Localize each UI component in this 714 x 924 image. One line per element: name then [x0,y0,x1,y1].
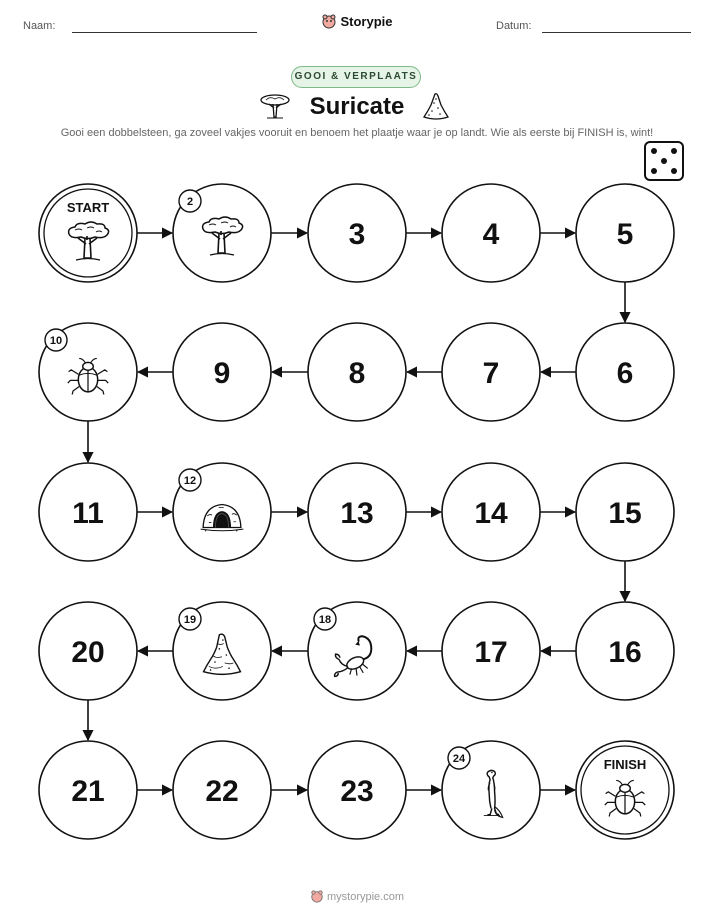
board-space [308,463,406,561]
space-number: 20 [71,636,105,669]
finish-space [576,741,674,839]
space-number: 14 [474,497,508,530]
space-label: FINISH [603,757,647,772]
space-number: 7 [482,357,500,390]
board-space [173,323,271,421]
start-space [39,184,137,282]
date-label: Datum: [496,20,532,32]
space-number: 8 [348,357,366,390]
space-number: 18 [318,614,332,626]
space-number: 19 [183,614,197,626]
board-space [576,184,674,282]
footer-url[interactable]: mystorypie.com [326,891,405,903]
space-number: 9 [213,357,231,390]
space-number: 10 [49,335,63,347]
space-number: 11 [72,497,104,530]
space-number: 6 [616,357,634,390]
board-space [173,741,271,839]
space-number: 5 [616,218,634,251]
board-space [308,741,406,839]
board-space [308,184,406,282]
board-cells [39,184,674,839]
space-number: 12 [183,475,197,487]
space-number: 16 [608,636,642,669]
space-number: 15 [608,497,642,530]
board-space [442,463,540,561]
board-space [576,602,674,700]
board-space [442,741,540,839]
board-space [173,602,271,700]
space-number: 2 [186,196,194,208]
board-space [173,463,271,561]
board-space [576,323,674,421]
board-space [173,184,271,282]
board-space [308,602,406,700]
board-space [442,602,540,700]
space-number: 23 [340,775,374,808]
board-space [442,323,540,421]
storypie-footer-icon [310,889,324,903]
board-space [576,463,674,561]
footer [0,889,714,903]
name-label: Naam: [23,20,56,32]
space-number: 24 [452,753,466,765]
space-number: 4 [482,218,500,251]
space-number: 13 [340,497,374,530]
space-number: 21 [71,775,105,808]
space-number: 22 [205,775,239,808]
board-space [39,463,137,561]
space-number: 3 [348,218,366,251]
page-title: Suricate [309,93,405,120]
board-space [308,323,406,421]
brand-name: Storypie [340,14,393,29]
instructions: Gooi een dobbelsteen, ga zoveel vakjes vooruit en benoem het plaatje waar je op landt. Wie als eerste bij FINISH is, wint! [60,127,654,139]
board-space [39,741,137,839]
space-label: START [66,200,110,215]
space-number: 17 [474,636,508,669]
board-space [39,602,137,700]
board-space [39,323,137,421]
board-space [442,184,540,282]
game-type-badge: GOOI & VERPLAATS [291,66,421,88]
